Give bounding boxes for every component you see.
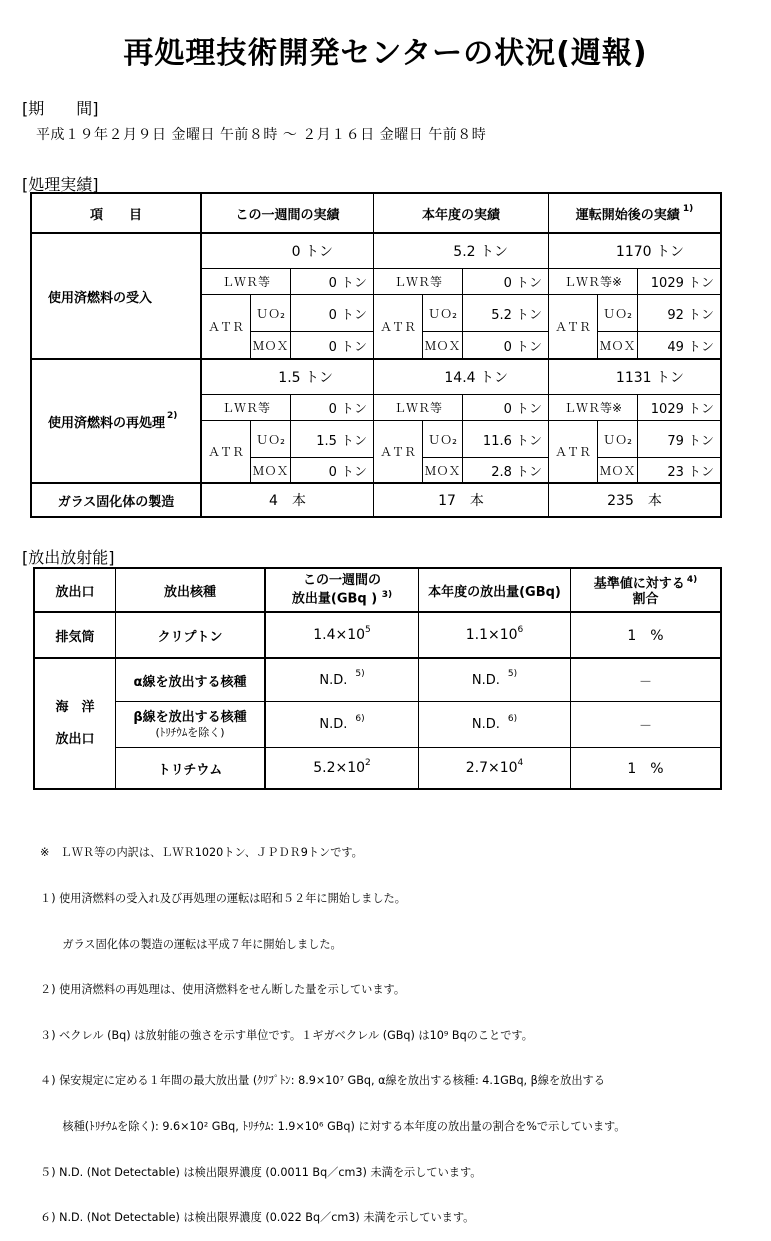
alpha-week: N.D. $^{5)}$	[319, 669, 365, 688]
glass-week: 4 本	[269, 493, 306, 509]
reprocess-week-lwr: 0 トン	[328, 402, 367, 417]
reprocess-year-atr-label: ＡＴＲ	[379, 445, 416, 459]
receipt-week-uo2-label: ＵＯ₂	[256, 306, 285, 321]
footnotes	[40, 815, 626, 1241]
reprocess-week-uo2: 1.5 トン	[316, 433, 367, 449]
reprocess-cum-uo2-label: ＵＯ₂	[603, 432, 632, 447]
receipt-cum-uo2-label: ＵＯ₂	[603, 306, 632, 321]
period-text: 平成１９年２月９日 金曜日 午前８時 ～ ２月１６日 金曜日 午前８時	[36, 127, 487, 143]
receipt-year-lwr: 0 トン	[503, 276, 542, 291]
receipt-year-uo2: 5.2 トン	[491, 307, 542, 323]
beta-week: N.D. $^{6)}$	[319, 713, 365, 732]
rel-header-outlet: 放出口	[55, 584, 95, 600]
page-title: 再処理技術開発センターの状況(週報)	[123, 36, 648, 71]
reprocess-cum-uo2: 79 トン	[667, 433, 714, 449]
receipt-year-mox: 0 トン	[503, 339, 542, 355]
receipt-cum-atr-label: ＡＴＲ	[554, 320, 591, 334]
reprocess-cum-lwr: 1029 トン	[650, 402, 714, 417]
reprocess-year-uo2: 11.6 トン	[482, 433, 542, 449]
footnote: ５) N.D. (Not Detectable) は検出限界濃度 (0.0011 Bq／cm3) 未満を示しています。	[40, 1165, 482, 1179]
period-heading: [期 間]	[22, 99, 99, 118]
receipt-year-total: 5.2 トン	[453, 244, 508, 260]
receipt-week-total: 0 トン	[291, 244, 333, 260]
header-week: この一週間の実績	[235, 207, 340, 223]
ocean-outlet: 海 洋 放出口	[55, 699, 95, 747]
reprocess-cum-total: 1131 トン	[615, 370, 684, 386]
receipt-week-mox: 0 トン	[328, 339, 367, 355]
reprocess-week-uo2-label: ＵＯ₂	[256, 432, 285, 447]
receipt-cum-total: 1170 トン	[615, 244, 684, 260]
stack-ratio: 1 %	[627, 628, 664, 644]
beta-year: N.D. $^{6)}$	[471, 713, 518, 732]
receipt-label: 使用済燃料の受入	[48, 290, 153, 306]
reprocess-year-total: 14.4 トン	[444, 370, 508, 386]
receipt-year-atr-label: ＡＴＲ	[379, 320, 416, 334]
receipt-week-uo2: 0 トン	[328, 307, 367, 323]
receipt-cum-uo2: 92 トン	[667, 307, 714, 323]
receipt-week-lwr: 0 トン	[328, 276, 367, 291]
receipt-week-lwr-label: ＬＷＲ等	[221, 275, 270, 289]
footnote: ４) 保安規定に定める１年間の最大放出量 (ｸﾘﾌﾟﾄﾝ: 8.9×10⁷ GBq, α線を放出する核種: 4.1GBq, β線を放出する	[40, 1074, 605, 1088]
alpha-nuclide: α線を放出する核種	[133, 674, 247, 690]
footnote: ６) N.D. (Not Detectable) は検出限界濃度 (0.022 Bq／cm3) 未満を示しています。	[40, 1211, 475, 1225]
header-item: 項 目	[89, 207, 142, 223]
reprocess-year-mox-label: ＭＯＸ	[424, 463, 461, 478]
footnote: ※ ＬＷＲ等の内訳は、ＬＷＲ1020トン、ＪＰＤＲ9トンです。	[40, 846, 363, 860]
rel-header-nuclide: 放出核種	[163, 584, 216, 600]
processing-heading: [処理実績]	[22, 175, 99, 194]
header-year: 本年度の実績	[421, 207, 500, 223]
tritium-year: 2.7×10 $^4$	[465, 758, 524, 776]
reprocess-week-mox-label: ＭＯＸ	[252, 463, 289, 478]
reprocess-week-total: 1.5 トン	[278, 370, 333, 386]
glass-year: 17 本	[438, 493, 484, 509]
glass-cum: 235 本	[607, 493, 662, 509]
alpha-ratio: －	[638, 674, 652, 690]
reprocess-week-mox: 0 トン	[328, 464, 367, 480]
alpha-year: N.D. $^{5)}$	[471, 669, 518, 688]
tritium-week: 5.2×10 $^2$	[313, 758, 371, 776]
processing-table	[30, 192, 722, 518]
reprocess-cum-mox: 23 トン	[667, 464, 714, 480]
reprocess-year-lwr-label: ＬＷＲ等	[393, 401, 442, 415]
beta-nuclide: β線を放出する核種 (ﾄﾘﾁｳﾑを除く)	[133, 709, 247, 739]
stack-nuclide: クリプトン	[157, 629, 223, 645]
receipt-cum-mox-label: ＭＯＸ	[599, 338, 636, 353]
beta-ratio: －	[638, 719, 652, 734]
glass-label: ガラス固化体の製造	[57, 494, 175, 510]
receipt-cum-lwr: 1029 トン	[650, 276, 714, 291]
tritium-nuclide: トリチウム	[157, 762, 223, 778]
reprocess-week-lwr-label: ＬＷＲ等	[221, 401, 270, 415]
receipt-cum-mox: 49 トン	[667, 339, 714, 355]
rel-header-year: 本年度の放出量(GBq)	[428, 584, 561, 600]
reprocess-year-lwr: 0 トン	[503, 402, 542, 417]
reprocess-label: 使用済燃料の再処理 $^{2)}$	[48, 411, 178, 431]
footnote: ガラス固化体の製造の運転は平成７年に開始しました。	[40, 937, 342, 951]
reprocess-year-uo2-label: ＵＯ₂	[428, 432, 457, 447]
footnote: ３) ベクレル (Bq) は放射能の強さを示す単位です。１ギガベクレル (GBq) は10⁹ Bqのことです。	[40, 1028, 533, 1042]
reprocess-cum-lwr-label: ＬＷＲ等※	[563, 401, 623, 415]
rel-header-ratio: 基準値に対する $^{4)}$ 割合	[593, 575, 698, 607]
footnote: ２) 使用済燃料の再処理は、使用済燃料をせん断した量を示しています。	[40, 983, 406, 997]
stack-year: 1.1×10 $^6$	[465, 625, 524, 643]
receipt-week-mox-label: ＭＯＸ	[252, 338, 289, 353]
stack-outlet: 排気筒	[55, 629, 95, 645]
rel-header-week: この一週間の 放出量(GBq ) $^{3)}$	[291, 573, 393, 607]
reprocess-year-mox: 2.8 トン	[491, 464, 542, 480]
receipt-week-atr-label: ＡＴＲ	[207, 320, 244, 334]
reprocess-cum-atr-label: ＡＴＲ	[554, 445, 591, 459]
release-heading: [放出放射能]	[22, 548, 115, 567]
stack-week: 1.4×10 $^5$	[313, 625, 371, 643]
footnote: 核種(ﾄﾘﾁｳﾑを除く): 9.6×10² GBq, ﾄﾘﾁｳﾑ: 1.9×10⁶ GBq) に対する本年度の放出量の割合を%で示しています。	[40, 1120, 626, 1134]
release-table	[33, 567, 722, 790]
receipt-cum-lwr-label: ＬＷＲ等※	[563, 275, 623, 289]
reprocess-cum-mox-label: ＭＯＸ	[599, 463, 636, 478]
footnote: １) 使用済燃料の受入れ及び再処理の運転は昭和５２年に開始しました。	[40, 892, 406, 906]
receipt-year-lwr-label: ＬＷＲ等	[393, 275, 442, 289]
receipt-year-uo2-label: ＵＯ₂	[428, 306, 457, 321]
tritium-ratio: 1 %	[627, 761, 664, 777]
receipt-year-mox-label: ＭＯＸ	[424, 338, 461, 353]
header-total: 運転開始後の実績 $^{1)}$	[575, 204, 694, 223]
reprocess-week-atr-label: ＡＴＲ	[207, 445, 244, 459]
